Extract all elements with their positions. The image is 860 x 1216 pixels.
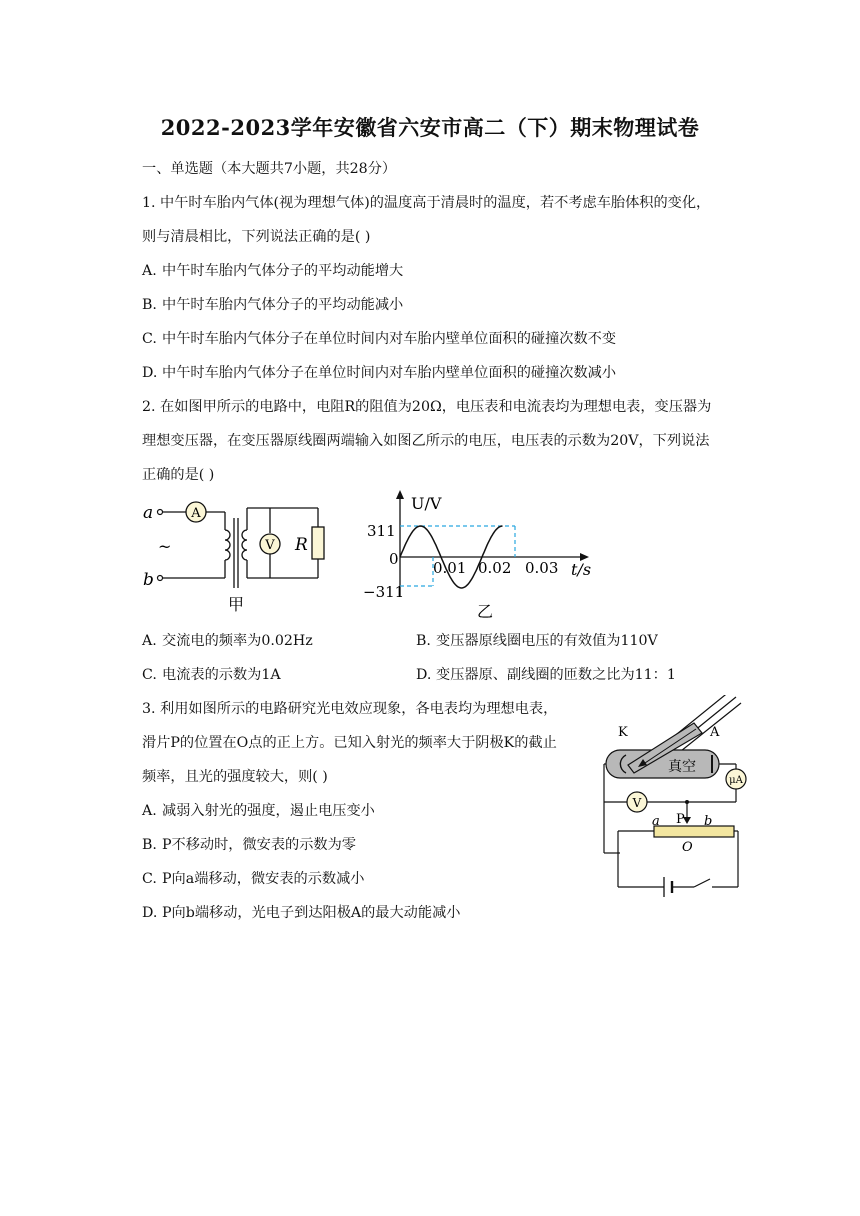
q3-stem-line1: 3. 利用如图所示的电路研究光电效应现象，各电表均为理想电表， — [142, 701, 558, 717]
q3-option-b — [142, 834, 356, 854]
label-p: P — [676, 812, 685, 827]
option-label: B. — [142, 297, 157, 313]
y-axis-arrow-icon — [396, 490, 404, 499]
y-min-tick: −311 — [363, 583, 405, 601]
option-label: C. — [142, 871, 157, 887]
option-text: P向b端移动，光电子到达阳极A的最大动能减小 — [162, 905, 461, 921]
option-label: B. — [416, 633, 431, 649]
option-label: C. — [142, 667, 157, 683]
y-axis-label: U/V — [411, 494, 442, 513]
q3-option-c — [142, 868, 364, 888]
option-text: 中午时车胎内气体分子在单位时间内对车胎内壁单位面积的碰撞次数减小 — [162, 365, 617, 381]
terminal-b-label: b — [143, 570, 154, 590]
q1-option-b — [142, 294, 403, 314]
voltmeter-label: V — [632, 796, 642, 810]
figure-photoelectric-circuit — [598, 695, 758, 905]
option-text: 变压器原线圈电压的有效值为110V — [436, 633, 658, 649]
page-title: 2022-2023学年安徽省六安市高二（下）期末物理试卷 — [160, 115, 700, 140]
option-text: 变压器原、副线圈的匝数之比为11：1 — [436, 667, 676, 683]
option-text: P不移动时，微安表的示数为零 — [162, 837, 356, 853]
primary-coil-icon — [225, 530, 230, 560]
q1-option-d — [142, 362, 616, 382]
section-header: 一、单选题（本大题共7小题，共28分） — [142, 161, 397, 177]
q1-stem-line1: 1. 中午时车胎内气体(视为理想气体)的温度高于清晨时的温度，若不考虑车胎体积的变化， — [142, 195, 711, 211]
tube-text: 真空 — [668, 759, 696, 775]
resistor-icon — [312, 527, 324, 559]
q3-option-a — [142, 800, 375, 820]
option-text: 中午时车胎内气体分子的平均动能增大 — [162, 263, 404, 279]
q2-stem-line2: 理想变压器，在变压器原线圈两端输入如图乙所示的电压，电压表的示数为20V，下列说法 — [142, 433, 710, 449]
option-label: B. — [142, 837, 157, 853]
q3-stem-line3: 频率，且光的强度较大，则( ) — [142, 769, 328, 785]
q2-option-c — [142, 664, 281, 684]
q2-stem-line1: 2. 在如图甲所示的电路中，电阻R的阻值为20Ω，电压表和电流表均为理想电表，变压器为 — [142, 399, 712, 415]
option-text: P向a端移动，微安表的示数减小 — [162, 871, 365, 887]
option-text: 中午时车胎内气体分子在单位时间内对车胎内壁单位面积的碰撞次数不变 — [162, 331, 617, 347]
option-label: D. — [142, 365, 158, 381]
option-label: D. — [142, 905, 158, 921]
q3-stem-line2: 滑片P的位置在O点的正上方。已知入射光的频率大于阴极K的截止 — [142, 735, 557, 751]
q2-option-b — [416, 630, 658, 650]
option-text: 交流电的频率为0.02Hz — [162, 633, 313, 649]
option-label: A. — [142, 263, 157, 279]
origin-label: 0 — [389, 550, 399, 568]
q2-option-d — [416, 664, 676, 684]
microammeter-label: μA — [729, 775, 743, 786]
option-label: C. — [142, 331, 157, 347]
rheostat-icon — [654, 826, 734, 837]
x-axis-label: t/s — [571, 560, 592, 579]
figure-jia-caption: 甲 — [228, 595, 245, 614]
x-tick-0-03: 0.03 — [525, 559, 559, 577]
figure-yi-caption: 乙 — [477, 602, 494, 621]
option-label: D. — [416, 667, 432, 683]
y-max-tick: 311 — [367, 522, 396, 540]
secondary-coil-icon — [242, 530, 247, 560]
label-slider-a: a — [652, 814, 660, 829]
option-label: A. — [142, 803, 157, 819]
option-text: 减弱入射光的强度，遏止电压变小 — [162, 803, 375, 819]
label-a: A — [710, 725, 720, 740]
figure-jia-circuit — [140, 490, 340, 620]
terminal-a-label: a — [143, 503, 154, 523]
q2-option-a — [142, 630, 313, 650]
q1-option-c — [142, 328, 616, 348]
x-tick-0-02: 0.02 — [478, 559, 512, 577]
figure-yi-graph — [355, 487, 595, 622]
switch-icon — [694, 879, 710, 887]
ammeter-label: A — [191, 506, 201, 521]
option-label: A. — [142, 633, 157, 649]
ac-source-symbol: ~ — [158, 537, 172, 556]
resistor-label: R — [295, 535, 308, 555]
q1-stem-line2: 则与清晨相比，下列说法正确的是( ) — [142, 229, 371, 245]
q2-stem-line3: 正确的是( ) — [142, 467, 215, 483]
option-text: 中午时车胎内气体分子的平均动能减小 — [162, 297, 404, 313]
option-text: 电流表的示数为1A — [162, 667, 281, 683]
label-slider-b: b — [704, 814, 713, 829]
q1-option-a — [142, 260, 403, 280]
label-k: K — [618, 725, 628, 740]
voltmeter-label: V — [265, 538, 275, 553]
label-o: O — [682, 840, 693, 855]
x-tick-0-01: 0.01 — [433, 559, 467, 577]
q3-option-d — [142, 902, 460, 922]
